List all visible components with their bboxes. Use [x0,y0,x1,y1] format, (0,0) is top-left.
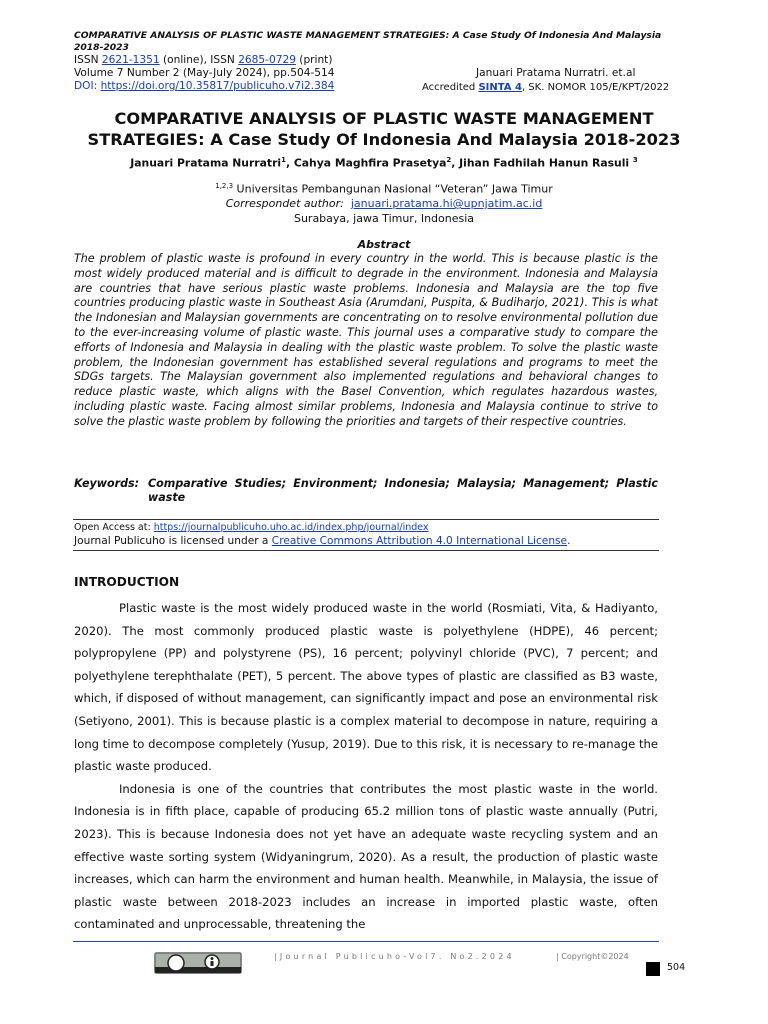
author-short: Januari Pratama Nurratri. et.al [476,67,636,79]
correspondent-line [74,197,694,212]
city: Surabaya, jawa Timur, Indonesia [293,211,475,225]
keywords-text: Comparative Studies; Environment; Indonesia; Malaysia; Management; Plastic waste [148,477,658,504]
email-link[interactable]: januari.pratama.hi@upnjatim.ac.id [350,197,543,211]
issn-print-suffix: (print) [295,54,333,66]
doi-label: DOI: [74,80,101,92]
issn-print-link[interactable]: 2685-0729 [238,54,296,66]
author-sup: 2 [446,156,452,164]
correspondent-label: Correspondet author: [225,197,344,211]
author-name: Januari Pratama Nurratri [130,156,282,170]
cc-license-badge[interactable] [154,952,242,974]
divider-bottom [73,550,659,551]
university: Universitas Pembangunan Nasional “Veteran” Jawa Timur [233,182,553,196]
open-access-link[interactable]: https://journalpublicuho.uho.ac.id/index.php/journal/index [153,522,429,533]
volume-line: Volume 7 Number 2 (May-July 2024), pp.504-514 [74,67,335,79]
sinta-link[interactable]: SINTA 4 [478,82,522,93]
issn-online-link[interactable]: 2621-1351 [101,54,160,66]
section-heading: INTRODUCTION [74,575,180,589]
affiliation-line [74,179,694,197]
open-access-label: Open Access at: [74,522,154,533]
running-title: COMPARATIVE ANALYSIS OF PLASTIC WASTE MANAGEMENT STRATEGIES: A Case Study Of Indonesia And Malaysia 2018-2023 [74,30,662,53]
author-sup: 1 [281,156,286,164]
doi-link[interactable]: https://doi.org/10.35817/publicuho.v7i2.384 [100,80,335,92]
issn-prefix: ISSN [74,54,102,66]
page-number: 504 [667,962,686,973]
accreditation-suffix: , SK. NOMOR 105/E/KPT/2022 [521,82,670,93]
accreditation-prefix: Accredited [422,82,479,93]
abstract-heading: Abstract [357,238,411,251]
divider-top [73,519,659,520]
license-prefix: Journal Publicuho is licensed under a [74,535,272,547]
footer-journal: |Journal Publicuho-Vol7. No2.2024 [274,952,515,961]
affiliation-block [74,179,694,226]
affiliation-sup: 1,2,3 [215,182,234,190]
paragraph: Plastic waste is the most widely produced waste in the world (Rosmiati, Vita, & Hadiyanto, 2020). The most commonly produced plastic waste is polyethylene (HDPE), 46 percent; polypropylene (PP) and polystyrene (PS), 16 percent; polyvinyl chloride (PVC), 7 percent; and polyethylene terephthalate (PET), 5 percent. The above types of plastic are classified as B3 waste, which, if disposed of without management, can significantly impact and pose an environmental risk (Setiyono, 2001). This is because plastic is a complex material to decompose in nature, requiring a long time to decompose completely (Yusup, 2019). Due to this risk, it is necessary to re-manage the plastic waste produced. [74,601,658,774]
keywords [74,477,658,505]
cc-by-icon [154,952,242,974]
author-list: Januari Pratama Nurratri$^1$, Cahya Maghfira Prasetya$^2$, Jihan Fadhilah Hanun Rasuli $^3$ [130,156,638,170]
open-access-line [74,522,429,533]
author-sup: 3 [632,156,638,164]
footer-copyright: | Copyright©2024 [556,952,629,961]
issn-online-suffix: (online), ISSN [159,54,239,66]
keywords-label: Keywords: [74,477,140,490]
footer-rule [73,941,659,942]
page-marker [646,962,660,976]
accreditation [422,81,669,94]
body-text [74,597,658,936]
paper-title: COMPARATIVE ANALYSIS OF PLASTIC WASTE MANAGEMENT STRATEGIES: A Case Study Of Indonesia And Malaysia 2018-2023 [87,109,681,149]
paragraph: Indonesia is one of the countries that contributes the most plastic waste in the world. Indonesia is in fifth place, capable of producing 65.2 million tons of plastic waste annually (Putri, 2023). This is because Indonesia does not yet have an adequate waste recycling system and an effective waste sorting system (Widyaningrum, 2020). As a result, the production of plastic waste increases, which can harm the environment and human health. Meanwhile, in Malaysia, the issue of plastic waste between 2018-2023 includes an increase in imported plastic waste, often contaminated and unprocessable, threatening the [74,781,658,932]
abstract-text: The problem of plastic waste is profound in every country in the world. This is because plastic is the most widely produced material and is difficult to degrade in the environment. Indonesia and Malaysia are countries that have serious plastic waste problems. Indonesia and Malaysia are the top five countries producing plastic waste in Southeast Asia (Arumdani, Puspita, & Budiharjo, 2021). This is what the Indonesian and Malaysian governments are concentrating on to resolve environmental pollution due to the ever-increasing volume of plastic waste. This journal uses a comparative study to compare the efforts of Indonesia and Malaysia in dealing with the plastic waste problem. To solve the plastic waste problem, the Indonesian government has established several regulations and programs to meet the SDGs targets. The Malaysian government also implemented regulations and behavioral changes to reduce plastic waste, which aligns with the Basel Convention, which regulates hazardous wastes, including plastic waste. Facing almost similar problems, Indonesia and Malaysia continue to strive to solve the plastic waste problem by following the priorities and targets of their respective countries. [74,252,658,428]
author-name: Jihan Fadhilah Hanun Rasuli [459,156,630,170]
doi-line [74,80,334,93]
author-name: Cahya Maghfira Prasetya [293,156,447,170]
license-suffix: . [567,535,571,547]
license-line [74,535,570,547]
license-link[interactable]: Creative Commons Attribution 4.0 International License [271,535,568,547]
issn-line [74,54,332,67]
